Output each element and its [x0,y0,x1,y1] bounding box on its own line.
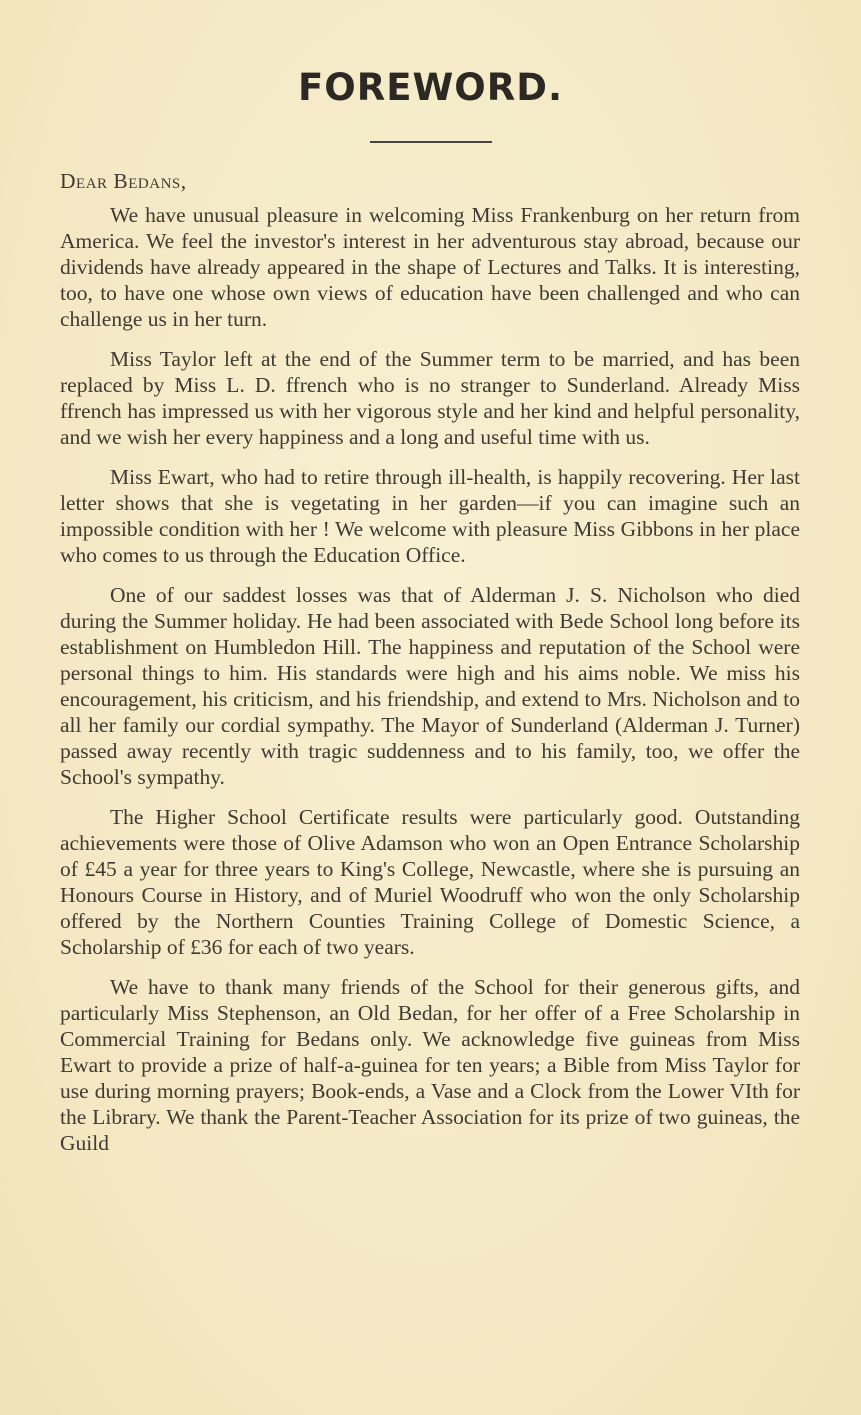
paragraph-welcome: We have unusual pleasure in welcoming Miss Frankenburg on her return from America. We feel the investor's interest in her adventurous stay abroad, because our dividends have already appeared in the shape of Lectures and Talks. It is interesting, too, to have one whose own views of education have been challenged and who can challenge us in her turn. [60,203,800,331]
paragraph-gifts: We have to thank many friends of the School for their generous gifts, and particularly Miss Stephenson, an Old Bedan, for her offer of a Free Scholarship in Commercial Training for Bedans only. We acknowledge five guineas from Miss Ewart to provide a prize of half-a-guinea for ten years; a Bible from Miss Taylor for use during morning prayers; Book-ends, a Vase and a Clock from the Lower VIth for the Library. We thank the Parent-Teacher Association for its prize of two guineas, the Guild [60,975,800,1155]
foreword-body [60,168,800,1170]
title-divider [370,141,492,143]
paragraph-results: The Higher School Certificate results were particularly good. Outstanding achievements were those of Olive Adamson who won an Open Entrance Scholarship of £45 a year for three years to King's College, Newcastle, where she is pursuing an Honours Course in History, and of Muriel Woodruff who won the only Scholarship offered by the Northern Counties Training College of Domestic Science, a Scholarship of £36 for each of two years. [60,805,800,959]
paragraph-losses: One of our saddest losses was that of Alderman J. S. Nicholson who died during the Summer holiday. He had been associated with Bede School long before its establishment on Humbledon Hill. The happiness and reputation of the School were personal things to him. His standards were high and his aims noble. We miss his encouragement, his criticism, and his friendship, and extend to Mrs. Nicholson and to all her family our cordial sympathy. The Mayor of Sunderland (Alderman J. Turner) passed away recently with tragic suddenness and to his family, too, we offer the School's sympathy. [60,583,800,789]
paragraph-retirement: Miss Ewart, who had to retire through ill-health, is happily recovering. Her last letter shows that she is vegetating in her garden—if you can imagine such an impossible condition with her ! We welcome with pleasure Miss Gibbons in her place who comes to us through the Education Office. [60,465,800,567]
salutation: Dear Bedans, [60,169,187,193]
paragraph-staff-change: Miss Taylor left at the end of the Summer term to be married, and has been replaced by Miss L. D. ffrench who is no stranger to Sunderland. Already Miss ffrench has impressed us with her vigorous style and her kind and helpful personality, and we wish her every happiness and a long and useful time with us. [60,347,800,449]
page-title: FOREWORD. [297,66,564,109]
